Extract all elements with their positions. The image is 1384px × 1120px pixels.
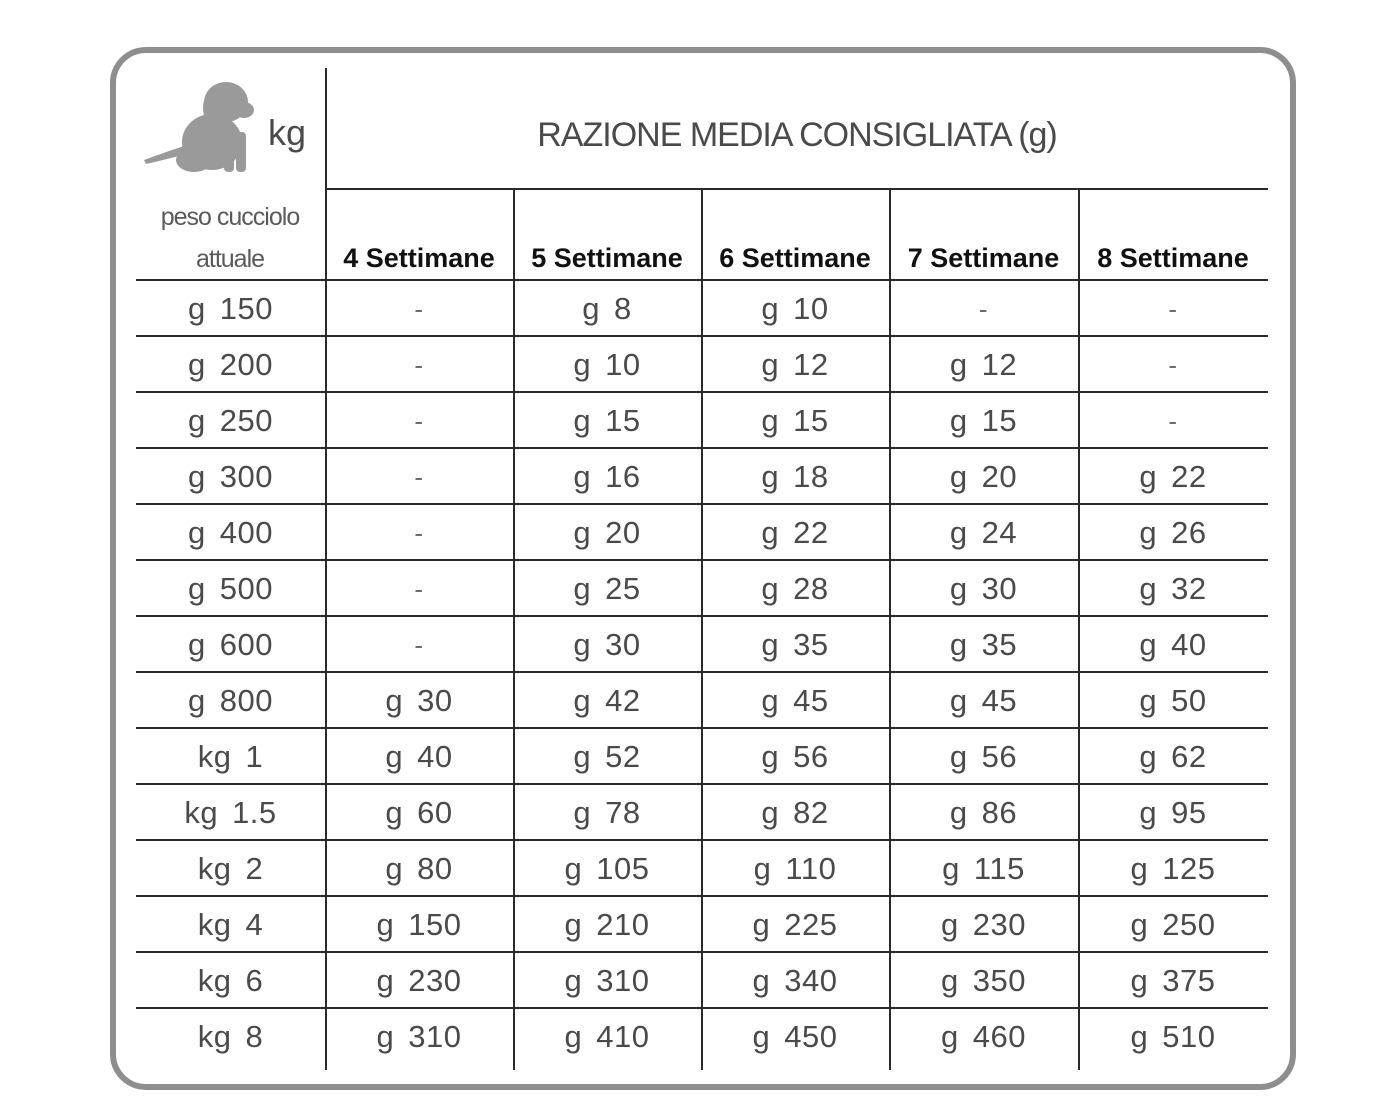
ration-cell (513, 338, 701, 392)
ration-cell (889, 562, 1078, 616)
cell-value: 340 (784, 963, 838, 998)
cell-value: 450 (784, 1019, 838, 1054)
cell-unit: g (752, 963, 771, 998)
ration-cell (325, 1010, 513, 1064)
ration-cell (1078, 842, 1268, 896)
ration-cell (889, 674, 1078, 728)
cell-unit: g (949, 739, 968, 774)
ration-cell (325, 730, 513, 784)
ration-cell (889, 450, 1078, 504)
ration-cell (1078, 1010, 1268, 1064)
cell-value: 12 (981, 347, 1018, 382)
cell-value: 22 (1171, 459, 1207, 494)
cell-unit: g (573, 571, 592, 606)
ration-cell (513, 898, 701, 952)
cell-value: 20 (605, 515, 641, 550)
cell-unit: kg (197, 907, 232, 942)
cell-unit: g (385, 795, 404, 830)
cell-value: 150 (408, 907, 462, 942)
cell-value: 15 (793, 403, 829, 438)
weight-label-line2: attuale (195, 245, 265, 273)
ration-cell (325, 450, 513, 504)
weight-cell (136, 1010, 325, 1064)
cell-unit: g (376, 1019, 395, 1054)
weight-cell (136, 450, 325, 504)
cell-value: 10 (793, 291, 829, 326)
cell-value: 250 (219, 403, 273, 438)
weight-cell (136, 674, 325, 728)
cell-unit: g (564, 1019, 583, 1054)
cell-unit: g (949, 795, 968, 830)
weight-column-label (140, 196, 320, 280)
cell-unit: g (188, 403, 206, 438)
cell-unit: g (573, 739, 592, 774)
ration-cell (1078, 450, 1268, 504)
cell-value: 35 (981, 627, 1018, 662)
ration-cell (325, 562, 513, 616)
weight-cell (136, 618, 325, 672)
title-underline (325, 188, 1268, 190)
cell-value: 230 (408, 963, 462, 998)
ration-cell (513, 282, 701, 336)
ration-cell (1078, 730, 1268, 784)
cell-value: 115 (973, 851, 1025, 886)
ration-cell (513, 562, 701, 616)
ration-cell (1078, 506, 1268, 560)
ration-cell (701, 730, 889, 784)
cell-unit: g (761, 683, 780, 718)
cell-unit: g (1130, 1019, 1149, 1054)
cell-value: 225 (784, 907, 838, 942)
empty-dash: - (414, 349, 424, 380)
cell-unit: g (1139, 795, 1158, 830)
cell-value: 26 (1171, 515, 1207, 550)
ration-cell (513, 730, 701, 784)
cell-unit: g (1139, 515, 1158, 550)
ration-cell (325, 898, 513, 952)
cell-unit: kg (197, 851, 232, 886)
cell-value: 230 (972, 907, 1026, 942)
cell-unit: g (573, 347, 592, 382)
cell-unit: g (761, 627, 780, 662)
ration-cell (701, 282, 889, 336)
cell-unit: g (949, 571, 968, 606)
ration-cell (889, 786, 1078, 840)
cell-unit: g (753, 851, 772, 886)
ration-cell (889, 282, 1078, 336)
empty-dash: - (414, 629, 424, 660)
cell-unit: g (188, 571, 206, 606)
ration-cell (325, 506, 513, 560)
cell-unit: g (949, 347, 968, 382)
ration-cell (701, 618, 889, 672)
weight-cell (136, 898, 325, 952)
cell-value: 15 (605, 403, 641, 438)
ration-cell (325, 954, 513, 1008)
cell-value: 310 (596, 963, 650, 998)
ration-cell (889, 842, 1078, 896)
column-header: 7 Settimane (907, 242, 1060, 273)
ration-cell (513, 1010, 701, 1064)
cell-unit: kg (184, 795, 219, 830)
cell-value: 125 (1162, 851, 1216, 886)
ration-cell (701, 674, 889, 728)
cell-value: 80 (417, 851, 453, 886)
ration-cell (513, 954, 701, 1008)
cell-value: 500 (219, 571, 273, 606)
weight-cell (136, 394, 325, 448)
cell-unit: g (1139, 683, 1158, 718)
cell-value: 15 (981, 403, 1018, 438)
ration-cell (1078, 562, 1268, 616)
ration-cell (889, 618, 1078, 672)
ration-cell (325, 842, 513, 896)
ration-cell (325, 338, 513, 392)
cell-value: 86 (981, 795, 1018, 830)
weight-cell (136, 730, 325, 784)
cell-value: 300 (219, 459, 273, 494)
ration-cell (1078, 338, 1268, 392)
cell-value: 40 (417, 739, 453, 774)
cell-unit: g (949, 627, 968, 662)
cell-unit: g (761, 515, 780, 550)
ration-cell (513, 450, 701, 504)
cell-unit: g (761, 795, 780, 830)
ration-cell (513, 842, 701, 896)
cell-value: 45 (981, 683, 1018, 718)
empty-dash: - (1168, 349, 1178, 380)
cell-value: 50 (1171, 683, 1207, 718)
cell-value: 410 (596, 1019, 650, 1054)
cell-value: 82 (793, 795, 829, 830)
ration-cell (1078, 786, 1268, 840)
cell-value: 400 (219, 515, 273, 550)
cell-unit: g (761, 459, 780, 494)
cell-unit: g (385, 851, 404, 886)
cell-value: 22 (793, 515, 829, 550)
ration-cell (325, 674, 513, 728)
column-header: 5 Settimane (531, 242, 683, 273)
cell-unit: g (188, 683, 206, 718)
cell-unit: g (949, 683, 968, 718)
cell-unit: g (941, 963, 959, 998)
cell-unit: kg (197, 739, 232, 774)
cell-unit: kg (197, 963, 232, 998)
cell-value: 28 (793, 571, 829, 606)
empty-dash: - (414, 405, 424, 436)
ration-cell (513, 786, 701, 840)
weight-cell (136, 786, 325, 840)
cell-value: 250 (1162, 907, 1216, 942)
cell-value: 2 (245, 851, 264, 886)
empty-dash: - (978, 293, 989, 324)
ration-cell (513, 394, 701, 448)
empty-dash: - (414, 573, 424, 604)
ration-cell (701, 786, 889, 840)
puppy-icon (140, 76, 264, 176)
cell-unit: g (942, 851, 960, 886)
cell-unit: g (573, 515, 592, 550)
cell-unit: g (1139, 627, 1158, 662)
ration-cell (889, 730, 1078, 784)
cell-unit: g (188, 627, 206, 662)
cell-unit: g (761, 403, 780, 438)
cell-value: 35 (793, 627, 829, 662)
cell-value: 210 (596, 907, 650, 942)
cell-unit: g (573, 795, 592, 830)
ration-cell (325, 394, 513, 448)
ration-cell (1078, 282, 1268, 336)
ration-cell (889, 954, 1078, 1008)
cell-unit: g (1130, 907, 1149, 942)
cell-value: 4 (245, 907, 264, 942)
ration-cell (701, 506, 889, 560)
cell-value: 30 (417, 683, 453, 718)
cell-value: 30 (605, 627, 641, 662)
ration-cell (701, 842, 889, 896)
cell-value: 32 (1171, 571, 1207, 606)
ration-cell (701, 954, 889, 1008)
cell-unit: g (1130, 963, 1149, 998)
ration-cell (889, 506, 1078, 560)
cell-unit: g (188, 459, 206, 494)
cell-unit: g (1139, 459, 1158, 494)
unit-label: kg (268, 112, 307, 153)
empty-dash: - (414, 461, 424, 492)
cell-value: 95 (1171, 795, 1207, 830)
cell-unit: g (761, 291, 780, 326)
empty-dash: - (1168, 293, 1178, 324)
cell-unit: g (188, 347, 206, 382)
cell-unit: g (573, 627, 592, 662)
cell-unit: g (941, 1019, 959, 1054)
cell-unit: g (573, 459, 592, 494)
cell-value: 10 (605, 347, 641, 382)
cell-value: 12 (793, 347, 829, 382)
cell-unit: g (949, 403, 968, 438)
ration-cell (1078, 394, 1268, 448)
ration-cell (889, 394, 1078, 448)
ration-cell (1078, 898, 1268, 952)
ration-cell (1078, 954, 1268, 1008)
weight-label-line1: peso cucciolo (160, 203, 300, 231)
cell-value: 56 (793, 739, 829, 774)
cell-value: 8 (614, 291, 632, 326)
cell-value: 78 (605, 795, 641, 830)
cell-value: 200 (219, 347, 273, 382)
cell-value: 16 (605, 459, 641, 494)
ration-cell (513, 674, 701, 728)
ration-cell (889, 898, 1078, 952)
empty-dash: - (414, 517, 424, 548)
cell-unit: g (761, 347, 780, 382)
cell-value: 20 (981, 459, 1018, 494)
cell-unit: g (752, 907, 771, 942)
row-divider (136, 279, 1268, 281)
empty-dash: - (414, 293, 424, 324)
cell-unit: g (385, 739, 404, 774)
weight-cell (136, 338, 325, 392)
cell-value: 375 (1162, 963, 1216, 998)
cell-value: 8 (245, 1019, 264, 1054)
cell-value: 150 (219, 291, 273, 326)
cell-value: 40 (1171, 627, 1207, 662)
empty-dash: - (1168, 405, 1178, 436)
ration-cell (325, 618, 513, 672)
cell-value: 800 (219, 683, 273, 718)
cell-value: 52 (605, 739, 641, 774)
ration-cell (889, 1010, 1078, 1064)
cell-value: 45 (793, 683, 829, 718)
cell-unit: g (573, 403, 592, 438)
ration-cell (701, 562, 889, 616)
weight-cell (136, 562, 325, 616)
cell-unit: g (582, 291, 600, 326)
ration-cell (701, 898, 889, 952)
cell-value: 25 (605, 571, 641, 606)
cell-value: 1 (245, 739, 264, 774)
cell-unit: g (752, 1019, 771, 1054)
cell-value: 110 (785, 851, 837, 886)
ration-cell (701, 394, 889, 448)
ration-cell (325, 786, 513, 840)
cell-value: 18 (793, 459, 829, 494)
weight-cell (136, 842, 325, 896)
ration-cell (513, 506, 701, 560)
cell-value: 105 (596, 851, 650, 886)
cell-value: 42 (605, 683, 641, 718)
cell-value: 510 (1162, 1019, 1216, 1054)
cell-unit: g (188, 291, 206, 326)
cell-value: 30 (981, 571, 1018, 606)
cell-unit: g (1139, 739, 1158, 774)
cell-unit: g (949, 515, 968, 550)
cell-unit: g (573, 683, 592, 718)
cell-unit: g (761, 571, 780, 606)
cell-unit: g (1139, 571, 1158, 606)
ration-cell (1078, 618, 1268, 672)
table-title: RAZIONE MEDIA CONSIGLIATA (g) (537, 115, 1057, 154)
cell-unit: g (761, 739, 780, 774)
ration-cell (325, 282, 513, 336)
cell-value: 600 (219, 627, 273, 662)
weight-cell (136, 954, 325, 1008)
cell-unit: g (376, 907, 395, 942)
cell-value: 56 (981, 739, 1018, 774)
ration-cell (513, 618, 701, 672)
column-header: 4 Settimane (343, 242, 495, 273)
cell-unit: g (941, 907, 959, 942)
ration-cell (701, 1010, 889, 1064)
cell-unit: g (564, 963, 583, 998)
cell-value: 24 (981, 515, 1018, 550)
cell-unit: kg (197, 1019, 232, 1054)
cell-unit: g (188, 515, 206, 550)
cell-value: 350 (972, 963, 1026, 998)
cell-unit: g (385, 683, 404, 718)
cell-unit: g (564, 907, 583, 942)
cell-unit: g (1130, 851, 1149, 886)
cell-value: 60 (417, 795, 453, 830)
cell-value: 6 (245, 963, 264, 998)
cell-value: 1.5 (232, 795, 277, 830)
cell-unit: g (949, 459, 968, 494)
cell-value: 62 (1171, 739, 1207, 774)
cell-unit: g (376, 963, 395, 998)
weight-cell (136, 282, 325, 336)
ration-cell (701, 450, 889, 504)
ration-cell (701, 338, 889, 392)
ration-cell (889, 338, 1078, 392)
column-header: 8 Settimane (1097, 242, 1249, 273)
cell-value: 460 (972, 1019, 1026, 1054)
cell-value: 310 (408, 1019, 462, 1054)
ration-cell (1078, 674, 1268, 728)
cell-unit: g (564, 851, 583, 886)
weight-cell (136, 506, 325, 560)
column-header: 6 Settimane (719, 242, 871, 273)
